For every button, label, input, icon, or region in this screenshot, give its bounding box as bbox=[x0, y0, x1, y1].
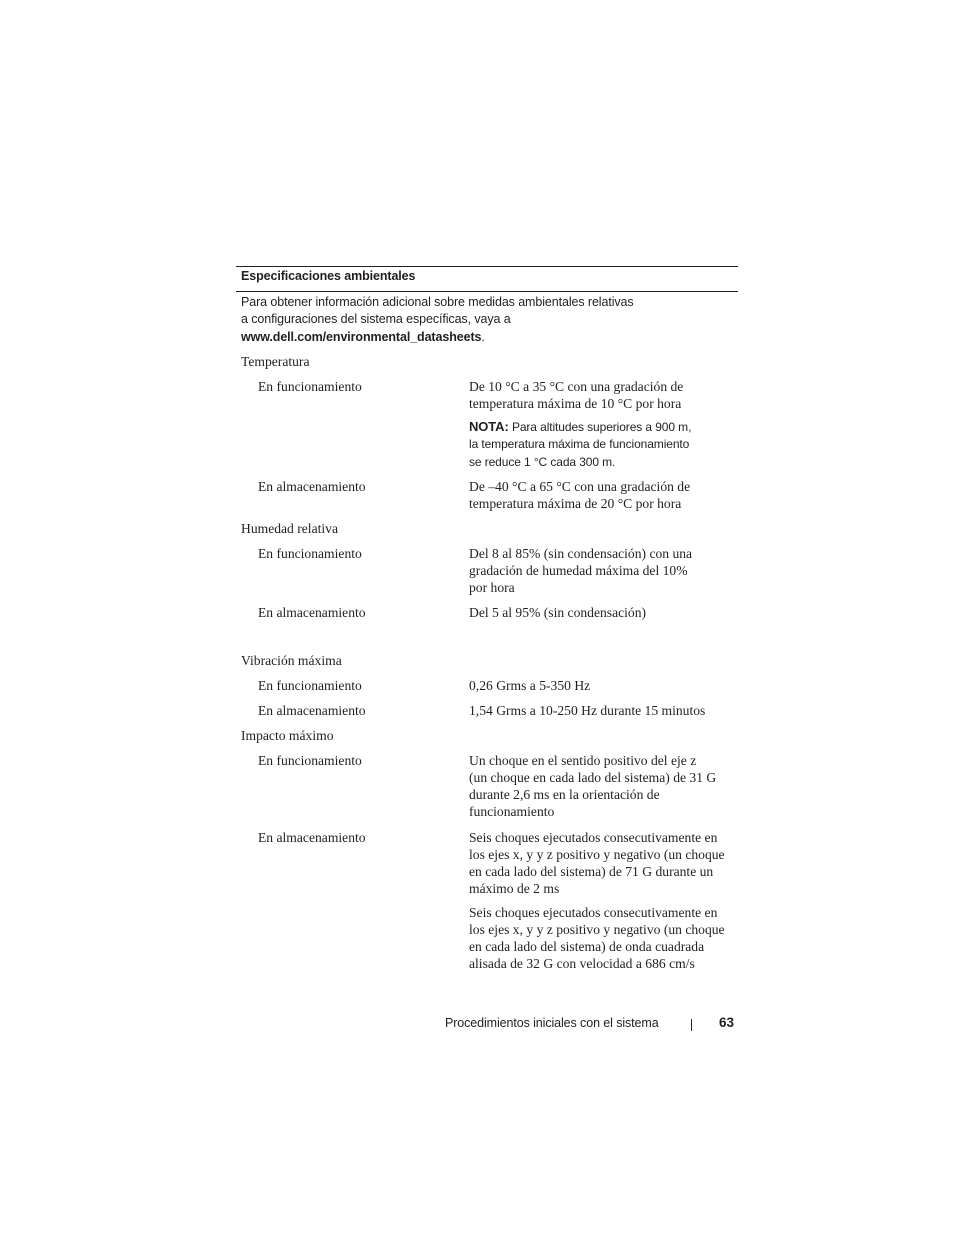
footer-chapter-title: Procedimientos iniciales con el sistema bbox=[445, 1016, 659, 1030]
vibration-storage-value: 1,54 Grms a 10-250 Hz durante 15 minutos bbox=[469, 703, 706, 718]
value-line: De 10 °C a 35 °C con una gradación de bbox=[469, 379, 684, 394]
value-line: (un choque en cada lado del sistema) de 31 G bbox=[469, 770, 717, 785]
shock-operating-label: En funcionamiento bbox=[258, 753, 362, 768]
value-line: funcionamiento bbox=[469, 804, 555, 819]
shock-storage-label: En almacenamiento bbox=[258, 830, 366, 845]
value-line: durante 2,6 ms en la orientación de bbox=[469, 787, 660, 802]
humidity-label: Humedad relativa bbox=[241, 521, 339, 536]
value-line: alisada de 32 G con velocidad a 686 cm/s bbox=[469, 956, 695, 971]
value-line: los ejes x, y y z positivo y negativo (un choque bbox=[469, 922, 725, 937]
intro-period: . bbox=[481, 329, 485, 344]
value-line: en cada lado del sistema) de 71 G durante un bbox=[469, 864, 714, 879]
intro-line-1: Para obtener información adicional sobre medidas ambientales relativas bbox=[241, 295, 634, 309]
temperature-operating-label: En funcionamiento bbox=[258, 379, 362, 394]
vibration-storage-label: En almacenamiento bbox=[258, 703, 366, 718]
shock-label: Impacto máximo bbox=[241, 728, 334, 743]
shock-storage-value-1 bbox=[469, 829, 737, 897]
humidity-storage-value: Del 5 al 95% (sin condensación) bbox=[469, 605, 647, 620]
vibration-label: Vibración máxima bbox=[241, 653, 342, 668]
top-rule bbox=[236, 266, 738, 267]
page-number: 63 bbox=[719, 1015, 735, 1030]
vibration-operating-label: En funcionamiento bbox=[258, 678, 362, 693]
humidity-storage-label: En almacenamiento bbox=[258, 605, 366, 620]
note-line: la temperatura máxima de funcionamiento bbox=[469, 437, 690, 452]
value-line: Seis choques ejecutados consecutivamente en bbox=[469, 905, 718, 920]
value-line: Del 8 al 85% (sin condensación) con una bbox=[469, 546, 693, 561]
note-line: se reduce 1 °C cada 300 m. bbox=[469, 454, 616, 469]
humidity-operating-label: En funcionamiento bbox=[258, 546, 362, 561]
value-line: temperatura máxima de 10 °C por hora bbox=[469, 396, 682, 411]
temperature-storage-label: En almacenamiento bbox=[258, 479, 366, 494]
value-line: por hora bbox=[469, 580, 515, 595]
shock-storage-value-2 bbox=[469, 904, 737, 972]
humidity-operating-value bbox=[469, 545, 737, 596]
value-line: máximo de 2 ms bbox=[469, 881, 560, 896]
temperature-storage-value bbox=[469, 478, 737, 512]
intro-paragraph bbox=[241, 294, 634, 346]
value-line: temperatura máxima de 20 °C por hora bbox=[469, 496, 682, 511]
note-label: NOTA: bbox=[469, 419, 509, 434]
value-line: los ejes x, y y z positivo y negativo (un choque bbox=[469, 847, 725, 862]
temperature-operating-value bbox=[469, 378, 737, 412]
environmental-datasheets-link[interactable]: www.dell.com/environmental_datasheets bbox=[241, 329, 482, 344]
value-line: Un choque en el sentido positivo del eje z bbox=[469, 753, 697, 768]
value-line: gradación de humedad máxima del 10% bbox=[469, 563, 688, 578]
title-rule bbox=[236, 291, 738, 292]
note-line: Para altitudes superiores a 900 m, bbox=[511, 420, 692, 434]
intro-line-2: a configuraciones del sistema específicas, vaya a bbox=[241, 312, 511, 327]
temperature-label: Temperatura bbox=[241, 354, 310, 369]
shock-operating-value bbox=[469, 752, 737, 820]
footer-separator bbox=[691, 1019, 692, 1031]
value-line: en cada lado del sistema) de onda cuadrada bbox=[469, 939, 705, 954]
value-line: De –40 °C a 65 °C con una gradación de bbox=[469, 479, 691, 494]
temperature-note bbox=[469, 418, 737, 471]
value-line: Seis choques ejecutados consecutivamente en bbox=[469, 830, 718, 845]
section-title: Especificaciones ambientales bbox=[241, 269, 416, 283]
vibration-operating-value: 0,26 Grms a 5-350 Hz bbox=[469, 678, 591, 693]
